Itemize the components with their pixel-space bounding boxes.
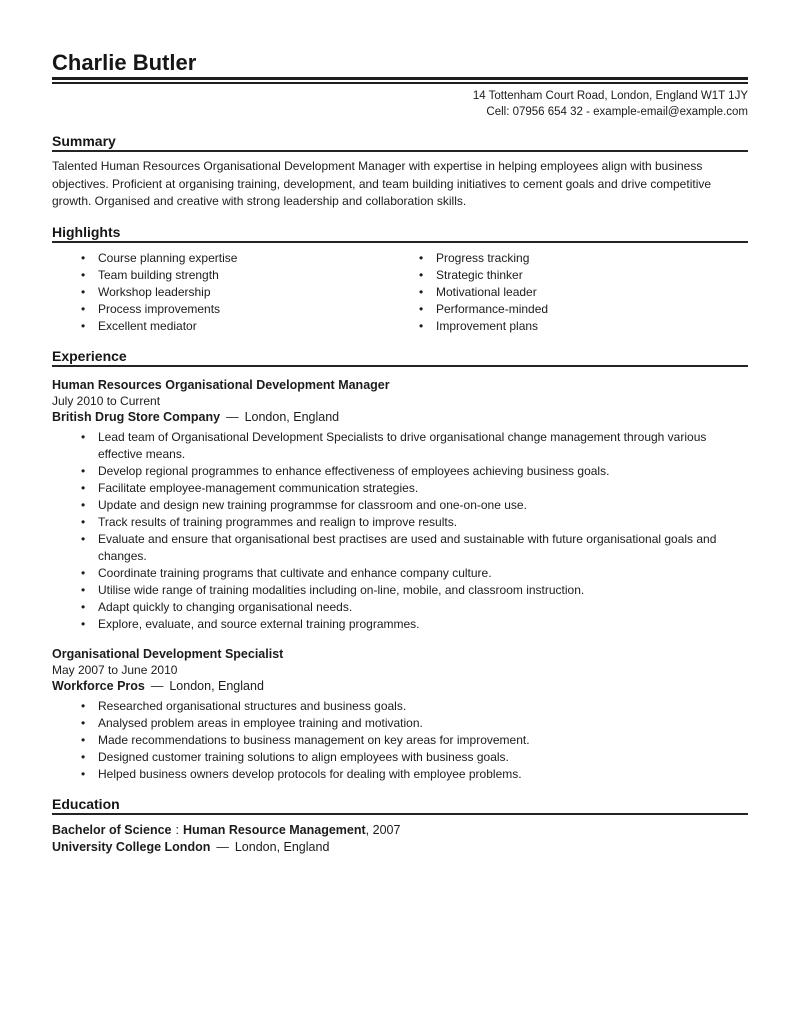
job-title: Human Resources Organisational Development Manager <box>52 377 390 392</box>
highlights-columns <box>52 250 748 335</box>
highlight-item: • Excellent mediator <box>52 318 390 335</box>
highlight-item: • Motivational leader <box>390 284 748 301</box>
dash-separator: — <box>150 678 164 693</box>
job-bullet: • Helped business owners develop protocols for dealing with employee problems. <box>52 766 748 783</box>
company-location: London, England <box>244 409 340 424</box>
job-bullet: • Explore, evaluate, and source external training programmes. <box>52 616 748 633</box>
job-entry <box>52 377 748 633</box>
job-company-line <box>52 678 748 695</box>
summary-text: Talented Human Resources Organisational Development Manager with expertise in helping employees align with business objectives. Proficient at organising training, development, and team building initiatives to cement goals and drive competitive growth. Organised and creative with strong leadership and collaboration skills. <box>52 159 712 208</box>
highlights-list-left <box>52 250 390 335</box>
degree-field: Human Resource Management <box>182 822 366 837</box>
job-bullet: • Facilitate employee-management communication strategies. <box>52 480 748 497</box>
contact-block <box>52 89 748 120</box>
colon-separator: : <box>175 822 179 837</box>
job-bullet: • Researched organisational structures and business goals. <box>52 698 748 715</box>
job-entry <box>52 646 748 783</box>
company-name: British Drug Store Company <box>52 409 221 424</box>
highlight-item: • Improvement plans <box>390 318 748 335</box>
company-name: Workforce Pros <box>52 678 145 693</box>
highlight-item: • Course planning expertise <box>52 250 390 267</box>
job-bullet: • Adapt quickly to changing organisational needs. <box>52 599 748 616</box>
highlight-item: • Workshop leadership <box>52 284 390 301</box>
highlight-item: • Team building strength <box>52 267 390 284</box>
header-divider <box>52 77 748 84</box>
job-bullet: • Evaluate and ensure that organisational best practises are used and sustainable with future organisational goals and changes. <box>52 531 748 565</box>
section-heading-summary: Summary <box>52 133 748 152</box>
section-heading-education: Education <box>52 796 748 815</box>
highlights-list-right <box>390 250 748 335</box>
highlight-item: • Strategic thinker <box>390 267 748 284</box>
job-bullet: • Made recommendations to business management on key areas for improvement. <box>52 732 748 749</box>
school-location: London, England <box>234 839 330 854</box>
degree-name: Bachelor of Science <box>52 822 172 837</box>
address-line: 14 Tottenham Court Road, London, England W1T 1JY <box>472 90 748 102</box>
job-bullet: • Utilise wide range of training modalities including on-line, mobile, and classroom instruction. <box>52 582 748 599</box>
job-bullet-list <box>52 698 748 783</box>
highlight-item: • Progress tracking <box>390 250 748 267</box>
section-heading-highlights: Highlights <box>52 224 748 243</box>
dash-separator: — <box>226 409 239 424</box>
section-heading-experience: Experience <box>52 348 748 367</box>
job-bullet: • Develop regional programmes to enhance effectiveness of employees achieving business goals. <box>52 463 748 480</box>
education-degree-line <box>52 822 748 839</box>
phone-email-line: Cell: 07956 654 32 - example-email@example.com <box>486 105 748 118</box>
highlight-item: • Process improvements <box>52 301 390 318</box>
dash-separator: — <box>216 839 229 854</box>
school-name: University College London <box>52 839 211 854</box>
job-bullet: • Lead team of Organisational Development Specialists to drive organisational change management through various effective means. <box>52 429 748 463</box>
job-bullet-list <box>52 429 748 633</box>
education-school-line <box>52 839 748 856</box>
job-bullet: • Track results of training programmes and realign to improve results. <box>52 514 748 531</box>
job-bullet: • Update and design new training programmse for classroom and one-on-one use. <box>52 497 748 514</box>
job-bullet: • Analysed problem areas in employee training and motivation. <box>52 715 748 732</box>
highlight-item: • Performance-minded <box>390 301 748 318</box>
job-dates: July 2010 to Current <box>52 393 161 408</box>
degree-year: , 2007 <box>365 822 401 837</box>
job-bullet: • Coordinate training programs that cultivate and enhance company culture. <box>52 565 748 582</box>
job-dates: May 2007 to June 2010 <box>52 662 178 677</box>
job-company-line <box>52 409 748 426</box>
job-title: Organisational Development Specialist <box>52 646 284 661</box>
company-location: London, England <box>169 678 264 693</box>
page-title: Charlie Butler <box>52 50 197 75</box>
job-bullet: • Designed customer training solutions to align employees with business goals. <box>52 749 748 766</box>
